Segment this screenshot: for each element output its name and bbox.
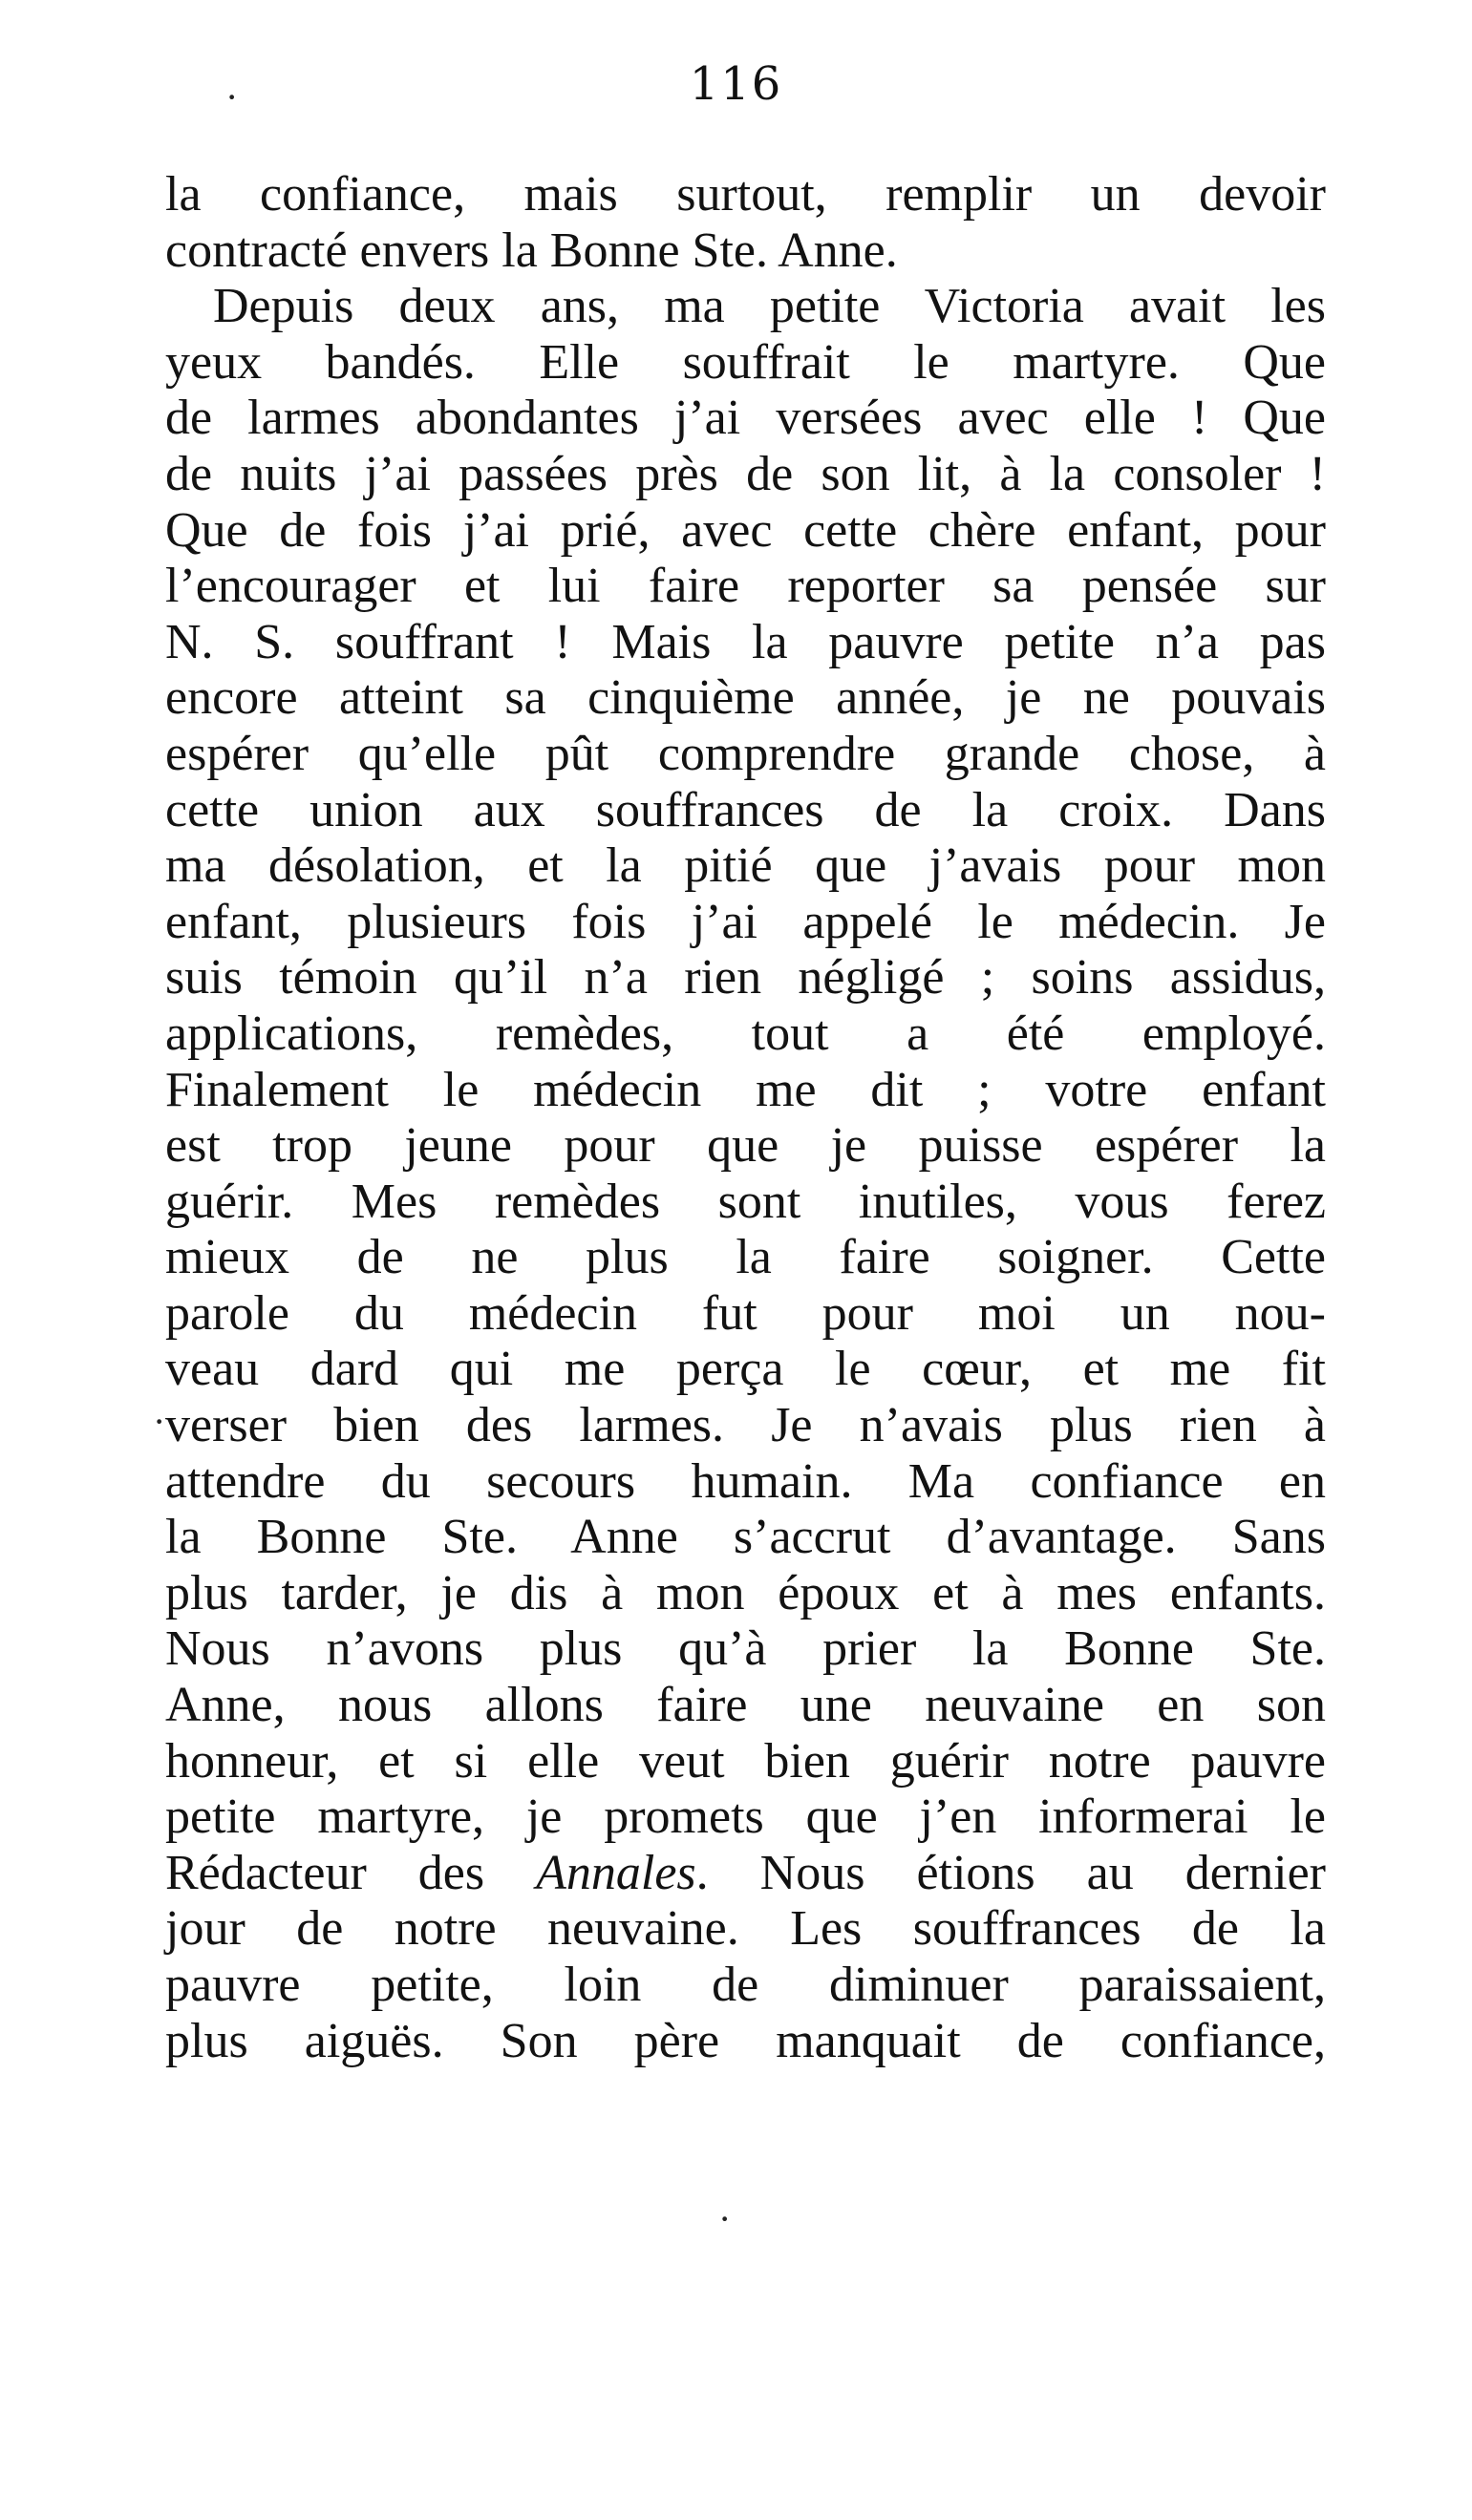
text-line: espérer qu’elle pût comprendre grande chose, à (165, 726, 1326, 781)
text-line: verser bien des larmes. Je n’avais plus rien à (165, 1398, 1326, 1453)
italic-title: Annales (536, 1845, 696, 1900)
text-line: contracté envers la Bonne Ste. Anne. (165, 222, 898, 278)
text-line: de larmes abondantes j’ai versées avec elle ! Que (165, 391, 1326, 446)
text-line: petite martyre, je promets que j’en informerai le (165, 1789, 1326, 1845)
text-line: honneur, et si elle veut bien guérir notre pauvre (165, 1733, 1326, 1789)
text-line: la confiance, mais surtout, remplir un devoir (165, 167, 1326, 222)
text-line: Rédacteur des Annales. Nous étions au dernier (165, 1845, 1326, 1900)
text-line: Depuis deux ans, ma petite Victoria avait les (213, 279, 1326, 334)
print-speck: · (153, 1400, 166, 1443)
body-text (165, 167, 1326, 2069)
text-line: applications, remèdes, tout a été employé. (165, 1006, 1326, 1061)
text-line: l’encourager et lui faire reporter sa pensée sur (165, 559, 1326, 614)
text-line: guérir. Mes remèdes sont inutiles, vous ferez (165, 1174, 1326, 1229)
print-speck: · (718, 2197, 732, 2240)
text-line: enfant, plusieurs fois j’ai appelé le médecin. Je (165, 894, 1326, 949)
text-line: mieux de ne plus la faire soigner. Cette (165, 1230, 1326, 1285)
text-line: plus aiguës. Son père manquait de confiance, (165, 2013, 1326, 2068)
text-line: cette union aux souffrances de la croix. Dans (165, 782, 1326, 837)
text-line: Que de fois j’ai prié, avec cette chère enfant, pour (165, 502, 1326, 558)
text-line: Anne, nous allons faire une neuvaine en son (165, 1678, 1326, 1733)
text-line: suis témoin qu’il n’a rien négligé ; soins assidus, (165, 950, 1326, 1006)
text-line: pauvre petite, loin de diminuer paraissaient, (165, 1958, 1326, 2012)
text-line: parole du médecin fut pour moi un nou- (165, 1285, 1326, 1341)
text-line: de nuits j’ai passées près de son lit, à la consoler ! (165, 446, 1326, 501)
text-line: attendre du secours humain. Ma confiance en (165, 1453, 1326, 1509)
text-line: jour de notre neuvaine. Les souffrances de la (165, 1901, 1326, 1957)
text-line: yeux bandés. Elle souffrait le martyre. Que (165, 334, 1326, 390)
text-line: la Bonne Ste. Anne s’accrut d’avantage. Sans (165, 1510, 1326, 1565)
text-line: ma désolation, et la pitié que j’avais pour mon (165, 838, 1326, 894)
text-line: Finalement le médecin me dit ; votre enfant (165, 1062, 1326, 1117)
print-speck: · (225, 75, 239, 118)
text-line: veau dard qui me perça le cœur, et me fit (165, 1342, 1326, 1397)
text-line: encore atteint sa cinquième année, je ne pouvais (165, 670, 1326, 726)
text-line: Nous n’avons plus qu’à prier la Bonne Ste. (165, 1621, 1326, 1677)
text-line: plus tarder, je dis à mon époux et à mes enfants. (165, 1565, 1326, 1620)
text-line: est trop jeune pour que je puisse espérer la (165, 1118, 1326, 1174)
text-line: N. S. souffrant ! Mais la pauvre petite n’a pas (165, 614, 1326, 669)
page-number: 116 (689, 57, 783, 111)
